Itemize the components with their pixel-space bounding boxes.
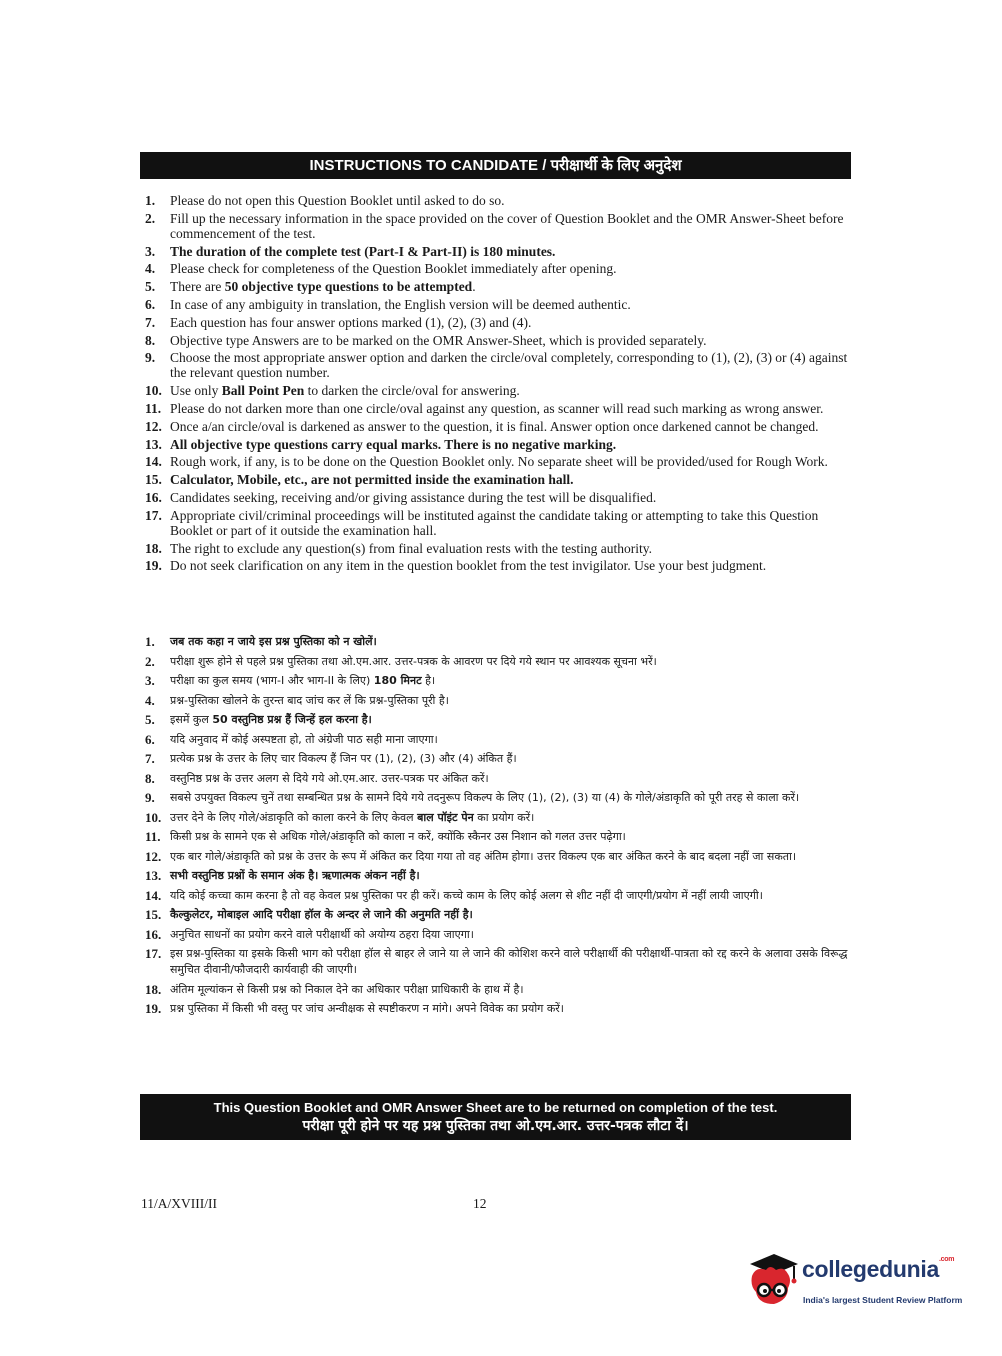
return-notice-english: This Question Booklet and OMR Answer Sheet are to be returned on completion of the test. <box>213 1100 778 1115</box>
instruction-number: 9. <box>145 350 156 366</box>
logo-tagline: India's largest Student Review Platform <box>803 1295 963 1305</box>
instruction-item <box>0 946 1002 978</box>
instruction-item <box>0 634 1002 650</box>
instruction-item <box>0 472 1002 487</box>
instruction-item <box>0 244 1002 259</box>
instruction-number: 8. <box>145 332 156 348</box>
instruction-item <box>0 490 1002 505</box>
logo-wordmark: collegedunia$^{.com}$ <box>802 1256 955 1282</box>
instruction-text: जब तक कहा न जाये इस प्रश्न पुस्तिका को न खोलें। <box>170 635 377 648</box>
instruction-item <box>0 888 1002 904</box>
instruction-text: Candidates seeking, receiving and/or giving assistance during the test will be disqualified. <box>170 489 657 505</box>
instruction-post-text: है। <box>421 674 436 687</box>
instruction-number: 5. <box>145 712 155 727</box>
instruction-item <box>0 849 1002 865</box>
instruction-number: 11. <box>145 829 161 844</box>
instruction-text: यदि अनुवाद में कोई अस्पष्टता हो, तो अंग्रेजी पाठ सही माना जाएगा। <box>170 732 438 746</box>
instruction-text: Once a/an circle/oval is darkened as answer to the question, it is final. Answer option once darkened cannot be changed. <box>170 418 819 434</box>
instruction-item <box>0 982 1002 998</box>
instruction-item <box>0 673 1002 689</box>
instruction-text: Each question has four answer options marked (1), (2), (3) and (4). <box>170 314 532 330</box>
instruction-item <box>0 508 1002 538</box>
instruction-item <box>0 541 1002 556</box>
instruction-item <box>0 333 1002 348</box>
instruction-text: The duration of the complete test (Part-I & Part-II) is 180 minutes. <box>170 243 556 259</box>
instruction-item <box>0 315 1002 330</box>
instruction-text: Rough work, if any, is to be done on the Question Booklet only. No separate sheet will be provided/used for Rough Work. <box>170 454 828 470</box>
instruction-item <box>0 401 1002 416</box>
instruction-number: 8. <box>145 770 155 786</box>
instruction-number: 19. <box>145 1001 162 1016</box>
instruction-number: 12. <box>145 848 162 864</box>
instruction-number: 15. <box>145 907 162 922</box>
instruction-number: 13. <box>145 436 162 452</box>
instruction-item <box>0 732 1002 748</box>
instruction-text: Choose the most appropriate answer option and darken the circle/oval completely, corresponding to (1), (2), (3) or (4) against the relevant question number. <box>170 350 848 381</box>
instruction-item <box>0 907 1002 923</box>
instruction-item <box>0 211 1002 241</box>
instruction-number: 7. <box>145 751 155 766</box>
instruction-item <box>0 829 1002 845</box>
instruction-item <box>0 654 1002 670</box>
instruction-item <box>0 350 1002 380</box>
instruction-number: 17. <box>145 946 162 961</box>
instruction-text: In case of any ambiguity in translation, the English version will be deemed authentic. <box>170 296 631 312</box>
instruction-item <box>0 927 1002 943</box>
graduate-mascot-icon <box>744 1250 802 1310</box>
instruction-item <box>0 810 1002 826</box>
instruction-number: 3. <box>145 673 155 688</box>
instruction-item <box>0 383 1002 398</box>
instruction-number: 9. <box>145 790 155 805</box>
instruction-item <box>0 771 1002 787</box>
instruction-text <box>170 674 435 687</box>
instruction-number: 17. <box>145 507 162 523</box>
instruction-text: इस प्रश्न-पुस्तिका या इसके किसी भाग को परीक्षा हॉल से बाहर ले जाने या ले जाने की कोशिश करने वाले परीक्षार्थी की परीक्षार्थी-पात्रता को रद्द करने के अलावा उसके विरूद्ध समुचित दीवानी/फौजदारी कार्यवाही की जाएगी। <box>170 947 848 976</box>
instruction-text: अंतिम मूल्यांकन से किसी प्रश्न को निकाल देने का अधिकार परीक्षा प्राधिकारी के हाथ में है। <box>170 982 524 996</box>
instruction-number: 2. <box>145 653 155 669</box>
instruction-text: प्रश्न पुस्तिका में किसी भी वस्तु पर जांच अन्वीक्षक से स्पष्टीकरण न मांगे। अपने विवेक का प्रयोग करें। <box>170 1002 564 1015</box>
instructions-header <box>140 152 851 179</box>
instruction-text: वस्तुनिष्ठ प्रश्न के उत्तर अलग से दिये गये ओ.एम.आर. उत्तर-पत्रक पर अंकित करें। <box>170 771 489 785</box>
instruction-number: 18. <box>145 981 162 997</box>
instruction-bold-text: Ball Point Pen <box>221 383 305 399</box>
return-notice-hindi: परीक्षा पूरी होने पर यह प्रश्न पुस्तिका तथा ओ.एम.आर. उत्तर-पत्रक लौटा दें। <box>302 1118 689 1134</box>
instruction-number: 6. <box>145 731 155 747</box>
instruction-item <box>0 261 1002 276</box>
instruction-text: कैल्कुलेटर, मोबाइल आदि परीक्षा हॉल के अन्दर ले जाने की अनुमति नहीं है। <box>170 908 473 921</box>
instruction-number: 4. <box>145 692 155 708</box>
instruction-text: प्रश्न-पुस्तिका खोलने के तुरन्त बाद जांच कर लें कि प्रश्न-पुस्तिका पूरी है। <box>170 693 449 707</box>
instruction-item <box>0 868 1002 884</box>
instruction-bold-text: 50 objective type questions to be attempted <box>224 279 473 295</box>
instruction-item <box>0 558 1002 573</box>
hindi-instructions-list <box>0 634 1002 1021</box>
instruction-number: 10. <box>145 383 162 399</box>
instruction-text: Objective type Answers are to be marked on the OMR Answer-Sheet, which is provided separately. <box>170 332 707 348</box>
instruction-text: यदि कोई कच्चा काम करना है तो वह केवल प्रश्न पुस्तिका पर ही करें। कच्चे काम के लिए कोई अलग से शीट नहीं दी जाएगी/प्रयोग में नहीं लायी जाएगी। <box>170 888 763 902</box>
instruction-number: 13. <box>145 868 162 883</box>
instruction-number: 15. <box>145 472 162 488</box>
instruction-bold-text: बाल पॉइंट पेन <box>417 810 474 824</box>
instruction-item <box>0 1001 1002 1017</box>
instruction-item <box>0 693 1002 709</box>
instruction-number: 14. <box>145 887 162 903</box>
instruction-item <box>0 454 1002 469</box>
instruction-number: 6. <box>145 296 156 312</box>
instruction-text: सबसे उपयुक्त विकल्प चुनें तथा सम्बन्धित प्रश्न के सामने दिये गये तदनुरूप विकल्प के लिए (1), (2), (3) या (4) के गोले/अंडाकृति को पूरी तरह से काला करें। <box>170 791 800 804</box>
instruction-number: 3. <box>145 243 156 259</box>
instruction-number: 14. <box>145 454 162 470</box>
instruction-text: Fill up the necessary information in the space provided on the cover of Question Booklet and the OMR Answer-Sheet before commencement of the test. <box>170 210 844 241</box>
instruction-number: 1. <box>145 634 155 649</box>
instruction-pre-text: परीक्षा का कुल समय (भाग-I और भाग-II के लिए) <box>170 674 374 687</box>
instruction-text: All objective type questions carry equal marks. There is no negative marking. <box>170 436 617 452</box>
instruction-number: 4. <box>145 261 156 277</box>
instruction-bold-text: 50 वस्तुनिष्ठ प्रश्न हैं जिन्हें हल करना है। <box>212 713 372 726</box>
instruction-text: Appropriate civil/criminal proceedings will be instituted against the candidate taking or attempting to take this Question Booklet or part of it outside the examination hall. <box>170 507 819 538</box>
instruction-number: 1. <box>145 193 156 208</box>
instruction-text <box>170 811 534 824</box>
instruction-item <box>0 279 1002 294</box>
instruction-number: 2. <box>145 210 156 226</box>
instruction-text: एक बार गोले/अंडाकृति को प्रश्न के उत्तर के रूप में अंकित कर दिया गया तो वह अंतिम होगा। उत्तर विकल्प एक बार अंकित करने के बाद बदला नहीं जा सकता। <box>170 849 797 863</box>
instruction-text: Please do not open this Question Booklet until asked to do so. <box>170 193 505 208</box>
instruction-text <box>170 279 476 294</box>
instruction-number: 12. <box>145 418 162 434</box>
instruction-post-text: . <box>472 279 476 295</box>
instruction-text: Please check for completeness of the Question Booklet immediately after opening. <box>170 261 617 277</box>
instructions-title: INSTRUCTIONS TO CANDIDATE / परीक्षार्थी के लिए अनुदेश <box>309 157 682 174</box>
instruction-number: 10. <box>145 809 162 825</box>
instruction-item <box>0 193 1002 208</box>
instruction-pre-text: उत्तर देने के लिए गोले/अंडाकृति को काला करने के लिए केवल <box>170 810 418 824</box>
instruction-post-text: to darken the circle/oval for answering. <box>304 383 520 399</box>
instruction-item <box>0 297 1002 312</box>
instruction-text: प्रत्येक प्रश्न के उत्तर के लिए चार विकल्प हैं जिन पर (1), (2), (3) और (4) अंकित हैं। <box>170 752 517 765</box>
instruction-number: 18. <box>145 540 162 556</box>
instruction-item <box>0 712 1002 728</box>
instruction-text: The right to exclude any question(s) from final evaluation rests with the testing authority. <box>170 540 653 556</box>
instruction-pre-text: There are <box>170 279 225 295</box>
instruction-number: 5. <box>145 279 156 295</box>
instruction-text: अनुचित साधनों का प्रयोग करने वाले परीक्षार्थी को अयोग्य ठहरा दिया जाएगा। <box>170 927 474 941</box>
booklet-code: 11/A/XVIII/II <box>141 1196 217 1211</box>
instruction-text: Calculator, Mobile, etc., are not permitted inside the examination hall. <box>170 472 574 488</box>
return-notice-banner <box>140 1094 851 1140</box>
page-number: 12 <box>473 1196 487 1211</box>
instruction-number: 19. <box>145 558 162 574</box>
instruction-text: सभी वस्तुनिष्ठ प्रश्नों के समान अंक है। ऋणात्मक अंकन नहीं है। <box>170 869 420 882</box>
instruction-item <box>0 751 1002 767</box>
instruction-number: 16. <box>145 489 162 505</box>
logo-domain: .com <box>938 1256 955 1263</box>
instruction-bold-text: 180 मिनट <box>373 674 422 687</box>
instruction-pre-text: Use only <box>170 383 222 399</box>
instruction-text <box>170 713 372 726</box>
instruction-item <box>0 790 1002 806</box>
instruction-number: 16. <box>145 926 162 942</box>
instruction-text: Do not seek clarification on any item in the question booklet from the test invigilator. Use your best judgment. <box>170 558 767 574</box>
instruction-number: 11. <box>145 400 162 416</box>
instruction-post-text: का प्रयोग करें। <box>473 810 535 824</box>
instruction-item <box>0 437 1002 452</box>
instruction-item <box>0 419 1002 434</box>
instruction-text: Please do not darken more than one circle/oval against any question, as scanner will read such marking as wrong answer. <box>170 400 824 416</box>
instruction-number: 7. <box>145 314 156 330</box>
instruction-text: किसी प्रश्न के सामने एक से अधिक गोले/अंडाकृति को काला न करें, क्योंकि स्कैनर उस निशान को गलत उत्तर पढ़ेगा। <box>170 830 626 843</box>
instruction-text <box>170 383 520 398</box>
instruction-text: परीक्षा शुरू होने से पहले प्रश्न पुस्तिका तथा ओ.एम.आर. उत्तर-पत्रक के आवरण पर दिये गये स्थान पर आवश्यक सूचना भरें। <box>170 654 657 668</box>
collegedunia-logo <box>744 1250 969 1316</box>
instruction-pre-text: इसमें कुल <box>170 713 213 726</box>
english-instructions-list <box>0 193 1002 576</box>
